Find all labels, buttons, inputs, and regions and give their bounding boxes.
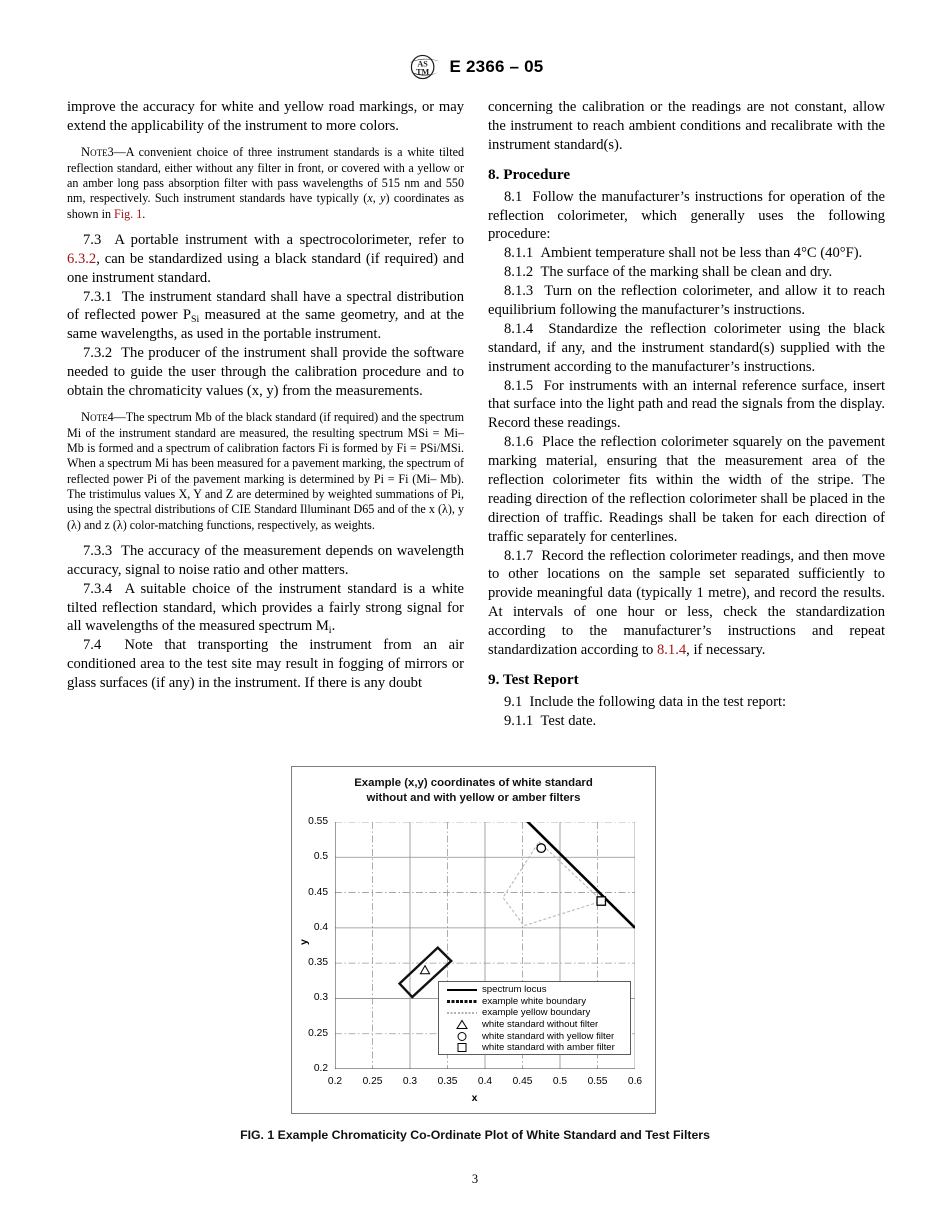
legend-label: example white boundary — [482, 995, 586, 1007]
paragraph-9-1-number: 9.1 — [504, 693, 523, 710]
legend-item-amber-filter — [442, 1042, 627, 1054]
paragraph-7-3-1-subscript: Si — [191, 314, 200, 326]
triangle-marker-icon — [442, 1019, 482, 1030]
paragraph-9-1-1-text: Test date. — [540, 712, 597, 729]
y-tick-label: 0.55 — [308, 816, 328, 827]
legend-item-spectrum-locus — [442, 984, 627, 996]
legend-label: white standard with yellow filter — [482, 1030, 615, 1042]
paragraph-8-1-3-number: 8.1.3 — [504, 283, 534, 300]
paragraph-7-3-4-number: 7.3.4 — [83, 580, 113, 597]
x-tick-label: 0.55 — [587, 1076, 608, 1087]
x-tick-label: 0.3 — [402, 1076, 418, 1087]
x-tick-label: 0.45 — [512, 1076, 533, 1087]
paragraph-8-1-6 — [488, 433, 885, 546]
legend-label: white standard without filter — [482, 1019, 599, 1031]
note-3 — [67, 145, 464, 222]
paragraph-8-1-7-text-b: , if necessary. — [686, 642, 766, 659]
paragraph-7-3-3-text: The accuracy of the measurement depends on wavelength accuracy, signal to noise ratio and other matters. — [67, 542, 465, 578]
page-header — [0, 54, 950, 80]
y-tick-label: 0.4 — [313, 921, 328, 933]
y-tick-label: 0.3 — [313, 992, 328, 1004]
paragraph-9-1-text: Include the following data in the test report: — [529, 693, 787, 710]
paragraph-9-1 — [488, 693, 885, 712]
note-3-x: x — [367, 191, 373, 206]
right-column — [488, 98, 885, 738]
paragraph-8-1-3-text: Turn on the reflection colorimeter, and allow it to reach equilibrium following the manufacturer’s instructions. — [488, 283, 885, 319]
note-3-text-b: ) coordinates as shown in — [67, 191, 464, 221]
paragraph-8-1-2-number: 8.1.2 — [504, 264, 534, 281]
x-tick-label: 0.2 — [327, 1076, 343, 1087]
legend-label: white standard with amber filter — [482, 1042, 615, 1054]
page-number: 3 — [471, 1172, 479, 1186]
paragraph-continuation: improve the accuracy for white and yellow road markings, or may extend the applicability of the instrument to more colors. — [67, 99, 464, 134]
svg-text:AS: AS — [416, 59, 428, 69]
chart-y-axis-label: y — [298, 939, 310, 945]
paragraph-8-1-7 — [488, 547, 885, 660]
paragraph-7-3-number: 7.3 — [83, 231, 102, 248]
paragraph-8-1-2 — [488, 263, 885, 282]
figure-1-container — [291, 766, 656, 1114]
paragraph-7-3-4-text-a: A suitable choice of the instrument standard is a white tilted reflection standard, which provides a fairly strong signal for all wavelengths of the measured spectrum M — [67, 580, 464, 635]
svg-text:TM: TM — [415, 67, 429, 77]
paragraph-7-3-4-text-b: . — [331, 618, 336, 635]
legend-label: spectrum locus — [482, 984, 547, 996]
dotted-line-icon — [442, 1012, 482, 1014]
note-3-comma: , — [372, 191, 381, 206]
paragraph-8-1 — [488, 188, 885, 245]
note-4-label: Note — [81, 409, 108, 424]
note-4-number: 4— — [107, 409, 126, 424]
x-tick-label: 0.6 — [627, 1076, 643, 1087]
left-column — [67, 98, 464, 738]
paragraph-8-1-1-text: Ambient temperature shall not be less than 4°C (40°F). — [540, 245, 863, 262]
paragraph-7-3-1-text-a: The instrument standard shall have a spectral distribution of reflected power P — [67, 288, 465, 324]
paragraph-8-1-5 — [488, 377, 885, 434]
paragraph-7-3-4 — [67, 580, 464, 637]
paragraph-7-4 — [67, 636, 464, 693]
paragraph-8-1-6-number: 8.1.6 — [504, 434, 534, 451]
paragraph-8-1-text: Follow the manufacturer’s instructions for operation of the reflection colorimeter, which generally uses the following procedure: — [488, 188, 885, 243]
note-3-y: y — [380, 191, 386, 206]
paragraph-continuation-right: concerning the calibration or the readings are not constant, allow the instrument to reach ambient conditions and recalibrate with the instrument standard(s). — [488, 99, 885, 153]
chart-title — [292, 776, 655, 806]
legend-item-white-boundary — [442, 996, 627, 1008]
chart-x-axis-label: x — [471, 1092, 478, 1104]
paragraph-8-1-5-number: 8.1.5 — [504, 377, 534, 394]
paragraph-8-1-number: 8.1 — [504, 188, 523, 205]
x-tick-label: 0.5 — [552, 1076, 568, 1087]
paragraph-7-3-xref[interactable]: 6.3.2 — [67, 250, 97, 267]
circle-marker-icon — [442, 1031, 482, 1042]
note-3-number: 3— — [107, 144, 126, 159]
legend-item-yellow-boundary — [442, 1007, 627, 1019]
paragraph-8-1-7-number: 8.1.7 — [504, 547, 534, 564]
paragraph-7-3 — [67, 231, 464, 288]
paragraph-7-3-text-b: , can be standardized using a black standard (if required) and one instrument standard. — [67, 250, 464, 286]
note-4 — [67, 410, 464, 533]
paragraph-8-1-4 — [488, 320, 885, 377]
paragraph-7-3-1 — [67, 288, 464, 345]
document-designation: E 2366 – 05 — [449, 57, 544, 76]
note-3-text-c: . — [142, 206, 146, 221]
paragraph-8-1-1 — [488, 244, 885, 263]
y-tick-label: 0.2 — [313, 1063, 328, 1074]
paragraph-8-1-3 — [488, 282, 885, 320]
paragraph-7-3-2 — [67, 344, 464, 401]
legend-label: example yellow boundary — [482, 1007, 591, 1019]
y-tick-label: 0.35 — [308, 957, 328, 969]
chart-title-line-2: without and with yellow or amber filters — [366, 792, 581, 805]
body-columns — [67, 98, 885, 738]
paragraph-8-1-4-number: 8.1.4 — [504, 320, 534, 337]
paragraph-8-1-1-number: 8.1.1 — [504, 245, 534, 262]
y-tick-label: 0.5 — [313, 851, 328, 863]
astm-logo-icon — [407, 54, 441, 80]
paragraph-8-1-2-text: The surface of the marking shall be clean and dry. — [540, 264, 833, 281]
paragraph-7-3-2-text: The producer of the instrument shall provide the software needed to guide the user through the calibration procedure and to obtain the chromaticity values (x, y) from the measurements. — [67, 345, 464, 400]
section-heading-9: 9. Test Report — [488, 670, 579, 688]
figure-caption: FIG. 1 Example Chromaticity Co-Ordinate Plot of White Standard and Test Filters — [240, 1128, 710, 1142]
chart-legend — [438, 981, 631, 1055]
paragraph-7-4-number: 7.4 — [83, 637, 102, 654]
paragraph-7-3-4-subscript: i — [328, 625, 332, 637]
legend-item-yellow-filter — [442, 1030, 627, 1042]
y-tick-label: 0.45 — [308, 886, 328, 898]
section-heading-8: 8. Procedure — [488, 165, 571, 183]
solid-line-icon — [442, 989, 482, 992]
dashed-line-icon — [442, 1000, 482, 1002]
x-tick-label: 0.25 — [362, 1076, 383, 1087]
x-tick-label: 0.35 — [437, 1076, 458, 1087]
paragraph-9-1-1-number: 9.1.1 — [504, 712, 534, 729]
note-3-text-a: A convenient choice of three instrument standards is a white tilted reflection standard, either without any filter in front, or covered with a yellow or an amber long pass absorption filter with pass wavelengths of 515 nm and 550 nm, respectively. Such instrument standards have typically ( — [67, 144, 464, 206]
paragraph-9-1-1 — [488, 712, 885, 731]
paragraph-8-1-4-text: Standardize the reflection colorimeter using the black standard, if any, and the instrument standard(s) supplied with the instrument according to the manufacturer’s instructions. — [488, 320, 885, 375]
square-marker-icon — [442, 1042, 482, 1053]
paragraph-8-1-5-text: For instruments with an internal reference surface, insert that surface into the light path and read the signals from the display. Record these readings. — [488, 377, 885, 432]
paragraph-7-3-1-number: 7.3.1 — [83, 288, 113, 305]
y-tick-label: 0.25 — [308, 1027, 328, 1039]
note-4-text: The spectrum Mb of the black standard (if required) and the spectrum Mi of the instrument standard are measured, the resulting spectrum MSi = Mi– Mb is formed and a spectrum of calibration factors Fi is formed by Fi = PSi/MSi. When a spectrum Mi has been measured for a pavement marking, the spectrum of reflected power Pi of the pavement marking is determined by Pi = Fi (Mi– Mb). The tristimulus values X, Y and Z are determined by weighted summations of Pi, using the spectral distributions of CIE Standard Illuminant D65 and of the x (λ), y (λ) and z (λ) color-matching functions, respectively, as weights. — [67, 409, 464, 532]
paragraph-7-3-3 — [67, 542, 464, 580]
legend-item-no-filter — [442, 1019, 627, 1031]
paragraph-7-3-text-a: A portable instrument with a spectrocolorimeter, refer to — [114, 231, 464, 248]
paragraph-7-4-text: Note that transporting the instrument from an air conditioned area to the test site may result in fogging of mirrors or glass surfaces (if any) in the instrument. If there is any doubt — [67, 637, 464, 692]
paragraph-8-1-7-xref[interactable]: 8.1.4 — [656, 642, 687, 659]
paragraph-7-3-1-text-b: measured at the same geometry, and at the same wavelengths, as used in the portable instrument. — [67, 307, 464, 343]
paragraph-7-3-2-number: 7.3.2 — [83, 345, 113, 362]
x-tick-label: 0.4 — [477, 1076, 493, 1087]
note-3-figure-xref[interactable]: Fig. 1 — [114, 206, 143, 221]
paragraph-7-3-3-number: 7.3.3 — [83, 542, 113, 559]
paragraph-8-1-7-text-a: Record the reflection colorimeter readings, and then move to other locations on the sample set separated sufficiently to provide meaningful data (typically 1 metre), and record the results. At intervals of one hour or less, check the standardization according to the manufacturer’s instructions and repeat standardization according to — [488, 547, 886, 659]
note-3-label: Note — [81, 144, 108, 159]
chart-series-group — [400, 822, 636, 997]
chart-title-line-1: Example (x,y) coordinates of white standard — [354, 777, 593, 789]
paragraph-8-1-6-text: Place the reflection colorimeter squarely on the pavement marking material, ensuring that the measurement area of the reflection colorimeter fits within the width of the stripe. The reading direction of the reflection colorimeter shall be placed in the direction of traffic. Readings shall be taken for each direction of traffic separately for centerlines. — [488, 434, 886, 545]
